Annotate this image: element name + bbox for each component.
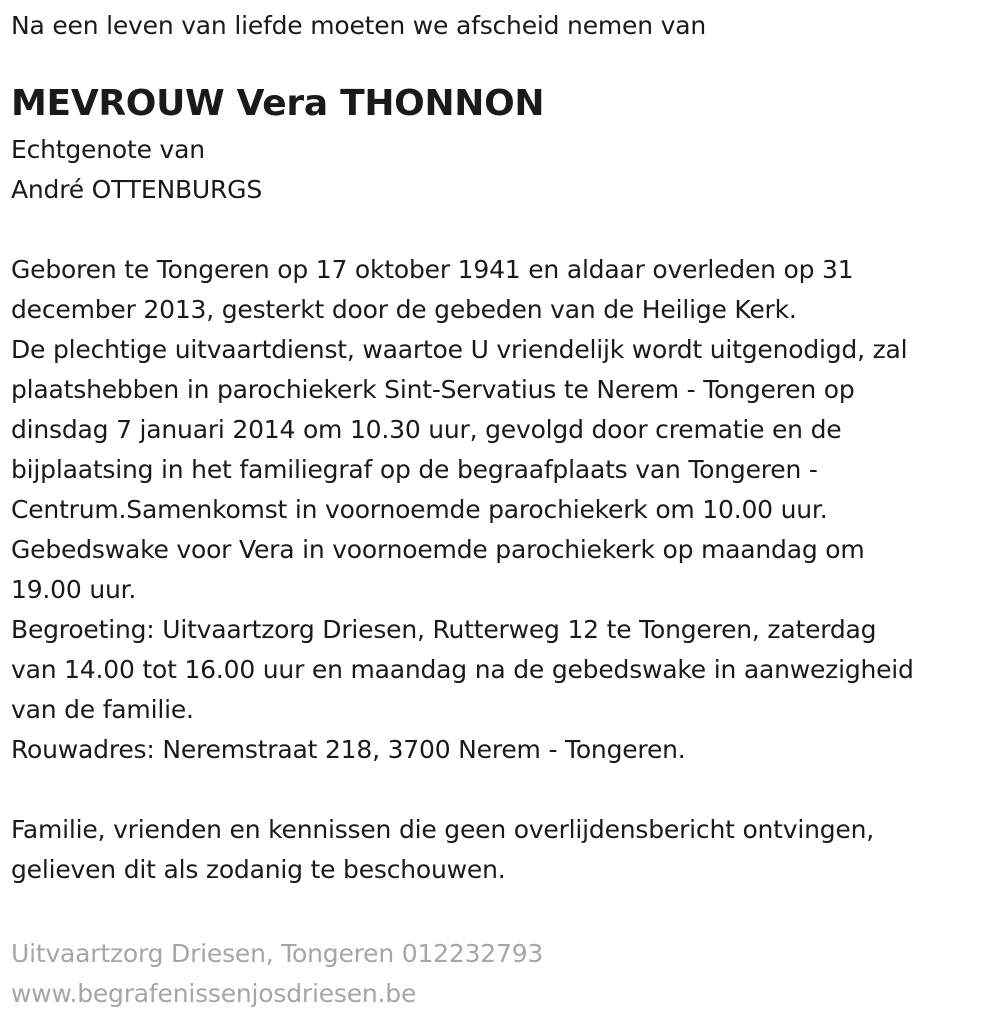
notice-body — [11, 250, 1000, 770]
closing-line: gelieven dit als zodanig te beschouwen. — [11, 855, 506, 884]
spacer — [11, 210, 1000, 250]
closing-line: Familie, vrienden en kennissen die geen overlijdensbericht ontvingen, — [11, 815, 875, 844]
spouse-block — [11, 130, 1000, 210]
intro-text: Na een leven van liefde moeten we afscheid nemen van — [11, 11, 706, 40]
body-line: dinsdag 7 januari 2014 om 10.30 uur, gevolgd door crematie en de — [11, 415, 842, 444]
body-line: plaatshebben in parochiekerk Sint-Servatius te Nerem - Tongeren op — [11, 375, 855, 404]
body-line: december 2013, gesterkt door de gebeden van de Heilige Kerk. — [11, 295, 797, 324]
body-line: van de familie. — [11, 695, 194, 724]
mourning-address: Rouwadres: Neremstraat 218, 3700 Nerem - Tongeren. — [11, 735, 686, 764]
funeral-home-footer — [11, 934, 543, 1014]
body-line: Geboren te Tongeren op 17 oktober 1941 en aldaar overleden op 31 — [11, 255, 854, 284]
body-line: bijplaatsing in het familiegraf op de begraafplaats van Tongeren - — [11, 455, 818, 484]
body-line: Begroeting: Uitvaartzorg Driesen, Rutterweg 12 te Tongeren, zaterdag — [11, 615, 877, 644]
deceased-name: MEVROUW Vera THONNON — [11, 83, 545, 124]
spouse-name: André OTTENBURGS — [11, 175, 263, 204]
funeral-home-website: www.begrafenissenjosdriesen.be — [11, 979, 417, 1008]
body-line: Centrum.Samenkomst in voornoemde parochiekerk om 10.00 uur. — [11, 495, 828, 524]
body-line: De plechtige uitvaartdienst, waartoe U vriendelijk wordt uitgenodigd, zal — [11, 335, 908, 364]
funeral-home-contact: Uitvaartzorg Driesen, Tongeren 012232793 — [11, 939, 544, 968]
spacer — [11, 770, 1000, 810]
spouse-label: Echtgenote van — [11, 135, 205, 164]
body-line: van 14.00 tot 16.00 uur en maandag na de gebedswake in aanwezigheid — [11, 655, 914, 684]
closing-text — [11, 810, 1000, 890]
body-line: Gebedswake voor Vera in voornoemde parochiekerk op maandag om — [11, 535, 865, 564]
body-line: 19.00 uur. — [11, 575, 137, 604]
